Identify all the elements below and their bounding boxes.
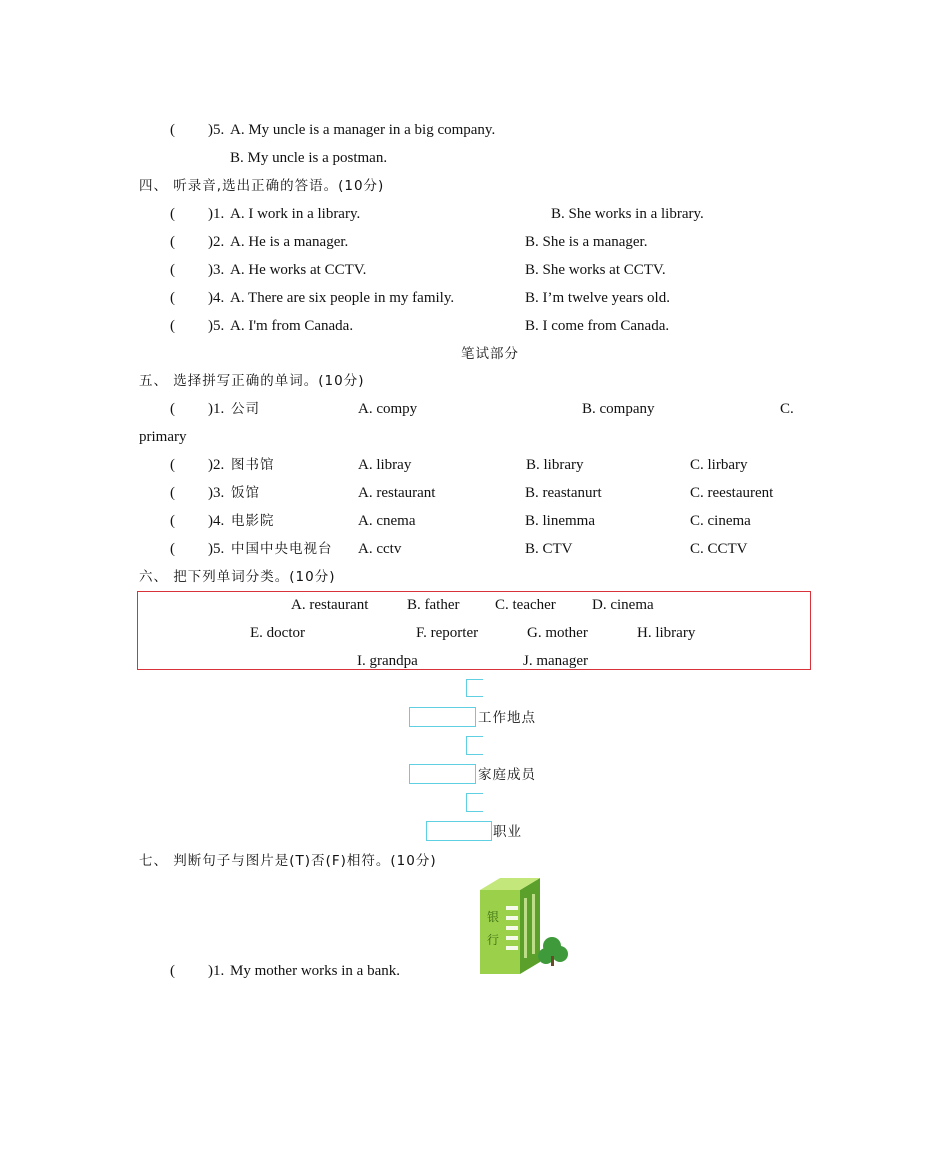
answer-paren[interactable]: ( (170, 541, 175, 557)
building-side (520, 878, 540, 974)
question-number: )1. (208, 963, 225, 979)
option-b: B. She is a manager. (525, 234, 648, 250)
category-label: 家庭成员 (478, 767, 536, 783)
chinese-word: 中国中央电视台 (231, 541, 333, 557)
word-bank-item: I. grandpa (357, 653, 418, 669)
answer-paren[interactable]: ( (170, 318, 175, 334)
option-b: B. She works at CCTV. (525, 262, 666, 278)
option-c: C. CCTV (690, 541, 748, 557)
question-number: )2. (208, 457, 225, 473)
option-b: B. I come from Canada. (525, 318, 670, 334)
category-label: 职业 (493, 824, 522, 840)
section-heading: 六、 把下列单词分类。(10分) (139, 569, 336, 585)
section-heading: 五、 选择拼写正确的单词。(10分) (139, 373, 365, 389)
option-a: A. libray (358, 457, 412, 473)
section-heading: 四、 听录音,选出正确的答语。(10分) (139, 178, 385, 194)
bank-building-image (478, 876, 570, 976)
answer-paren[interactable]: ( (170, 513, 175, 529)
option-b: B. linemma (525, 513, 595, 529)
category-bracket (466, 736, 483, 755)
chinese-word: 电影院 (231, 513, 275, 529)
word-bank-item: C. teacher (495, 597, 556, 613)
word-bank-item: J. manager (523, 653, 588, 669)
option-a: A. My uncle is a manager in a big company. (230, 122, 496, 138)
section-heading: 七、 判断句子与图片是(T)否(F)相符。(10分) (139, 853, 437, 869)
word-bank-item: H. library (637, 625, 696, 641)
option-a: A. He works at CCTV. (230, 262, 367, 278)
option-b: B. company (582, 401, 655, 417)
option-b: B. She works in a library. (551, 206, 704, 222)
question-number: )3. (208, 485, 225, 501)
question-number: )3. (208, 262, 225, 278)
answer-paren[interactable]: ( (170, 234, 175, 250)
option-a: A. There are six people in my family. (230, 290, 455, 306)
category-bracket (466, 679, 483, 697)
category-answer-box[interactable] (426, 821, 492, 841)
option-a: A. He is a manager. (230, 234, 349, 250)
question-number: )1. (208, 401, 225, 417)
question-text: My mother works in a bank. (230, 963, 400, 979)
option-a: A. I'm from Canada. (230, 318, 354, 334)
answer-paren[interactable]: ( (170, 290, 175, 306)
category-bracket (466, 793, 483, 812)
question-number: )2. (208, 234, 225, 250)
option-b: B. library (526, 457, 584, 473)
building-front (480, 890, 520, 974)
chinese-word: 图书馆 (231, 457, 275, 473)
answer-paren[interactable]: ( (170, 401, 175, 417)
category-answer-box[interactable] (409, 764, 476, 784)
answer-paren[interactable]: ( (170, 485, 175, 501)
answer-paren[interactable]: ( (170, 206, 175, 222)
option-c: C. lirbary (690, 457, 748, 473)
word-bank-item: A. restaurant (291, 597, 369, 613)
bank-char: 银 (487, 910, 500, 924)
option-c: C. reestaurent (690, 485, 774, 501)
option-b: B. My uncle is a postman. (230, 150, 388, 166)
option-b: B. CTV (525, 541, 573, 557)
answer-paren[interactable]: ( (170, 122, 175, 138)
word-bank-item: D. cinema (592, 597, 654, 613)
word-bank-item: G. mother (527, 625, 588, 641)
option-a: A. cnema (358, 513, 416, 529)
word-bank-item: F. reporter (416, 625, 479, 641)
answer-paren[interactable]: ( (170, 262, 175, 278)
question-number: )1. (208, 206, 225, 222)
answer-paren[interactable]: ( (170, 963, 175, 979)
option-c: C. cinema (690, 513, 751, 529)
chinese-word: 饭馆 (231, 485, 260, 501)
option-b: B. reastanurt (525, 485, 602, 501)
option-b: B. I’m twelve years old. (525, 290, 670, 306)
question-number: )5. (208, 318, 225, 334)
question-number: )4. (208, 290, 225, 306)
option-a: A. cctv (358, 541, 402, 557)
option-a: A. compy (358, 401, 418, 417)
word-bank-item: B. father (407, 597, 460, 613)
question-number: )4. (208, 513, 225, 529)
bank-char: 行 (487, 933, 500, 947)
option-c-wrap: primary (139, 429, 187, 445)
option-a: A. I work in a library. (230, 206, 361, 222)
answer-paren[interactable]: ( (170, 457, 175, 473)
chinese-word: 公司 (231, 401, 260, 417)
category-answer-box[interactable] (409, 707, 476, 727)
question-number: )5. (208, 541, 225, 557)
question-number: )5. (208, 122, 225, 138)
word-bank-item: E. doctor (250, 625, 305, 641)
written-part-title: 笔试部分 (461, 346, 519, 362)
category-label: 工作地点 (478, 710, 536, 726)
option-a: A. restaurant (358, 485, 436, 501)
option-c: C. (780, 401, 794, 417)
